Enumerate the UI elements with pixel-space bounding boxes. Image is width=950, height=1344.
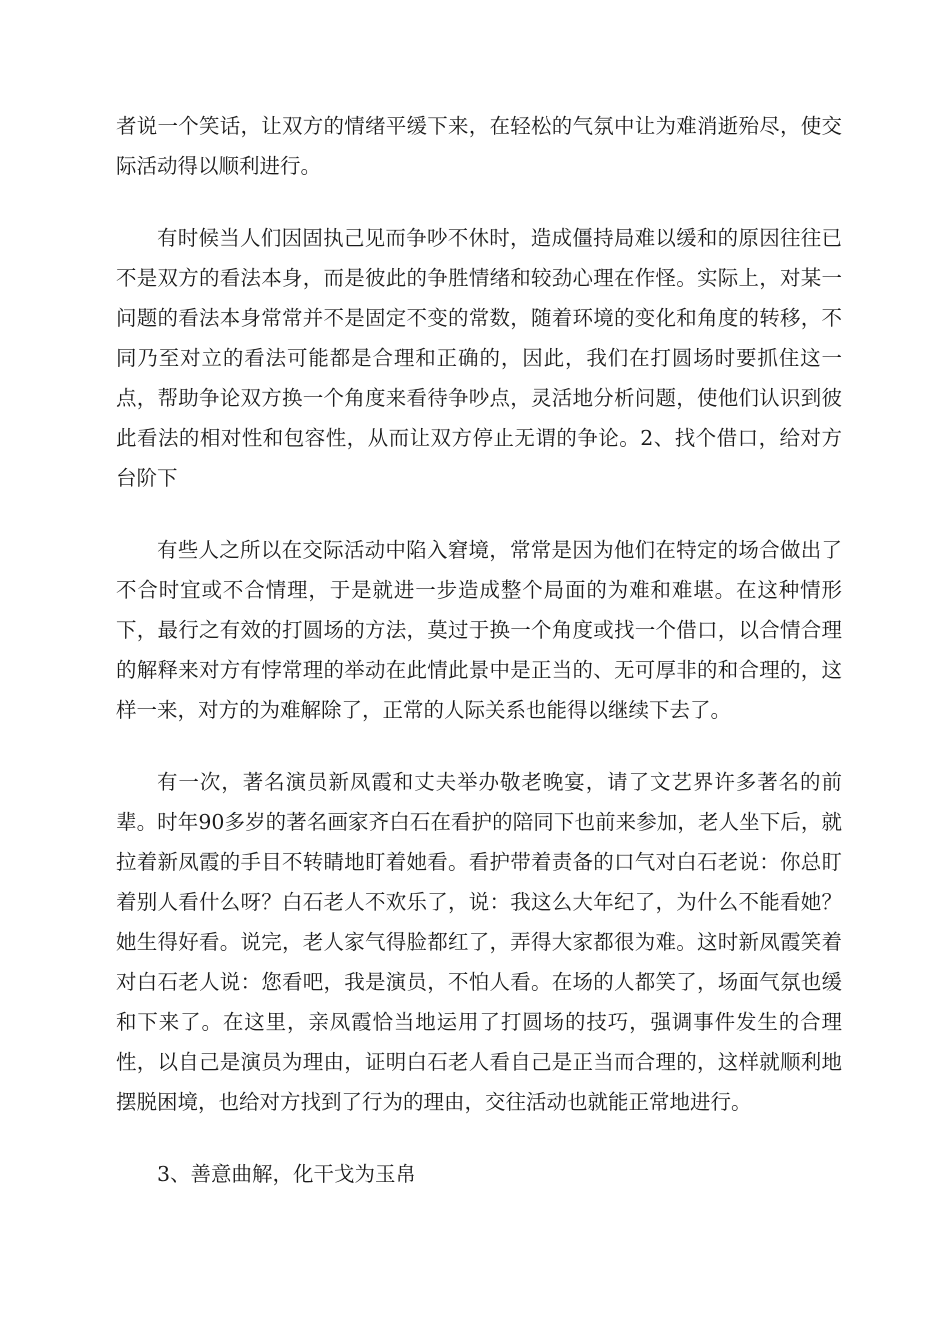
paragraph-example-story: 有一次，著名演员新凤霞和丈夫举办敬老晚宴，请了文艺界许多著名的前辈。时年90多岁的著名画家齐白石在看护的陪同下也前来参加，老人坐下后，就拉着新凤霞的手目不转睛地盯着她看。看护带着责备的口气对白石老说：你总盯着别人看什么呀？白石老人不欢乐了，说：我这么大年纪了，为什么不能看她？她生得好看。说完，老人家气得脸都红了，弄得大家都很为难。这时新凤霞笑着对白石老人说：您看吧，我是演员，不怕人看。在场的人都笑了，场面气氛也缓和下来了。在这里，亲凤霞恰当地运用了打圆场的技巧，强调事件发生的合理性，以自己是演员为理由，证明白石老人看自己是正当而合理的，这样就顺利地摆脱困境，也给对方找到了行为的理由，交往活动也就能正常地进行。 [116,770,842,1114]
section-heading-3: 3、善意曲解，化干戈为玉帛 [157,1162,417,1186]
paragraph-find-excuse: 有些人之所以在交际活动中陷入窘境，常常是因为他们在特定的场合做出了不合时宜或不合情理，于是就进一步造成整个局面的为难和难堪。在这种情形下，最行之有效的打圆场的方法，莫过于换一个角度或找一个借口，以合情合理的解释来对方有悖常理的举动在此情此景中是正当的、无可厚非的和合理的，这样一来，对方的为难解除了，正常的人际关系也能得以继续下去了。 [116,538,842,722]
document-body [116,106,842,1226]
paragraph-argument-angle: 有时候当人们因固执己见而争吵不休时，造成僵持局难以缓和的原因往往已不是双方的看法本身，而是彼此的争胜情绪和较劲心理在作怪。实际上，对某一问题的看法本身常常并不是固定不变的常数，随着环境的变化和角度的转移，不同乃至对立的看法可能都是合理和正确的，因此，我们在打圆场时要抓住这一点，帮助争论双方换一个角度来看待争吵点，灵活地分析问题，使他们认识到彼此看法的相对性和包容性，从而让双方停止无谓的争论。2、找个借口，给对方台阶下 [116,226,842,490]
paragraph-continuation: 者说一个笑话，让双方的情绪平缓下来，在轻松的气氛中让为难消逝殆尽，使交际活动得以顺利进行。 [116,114,842,178]
